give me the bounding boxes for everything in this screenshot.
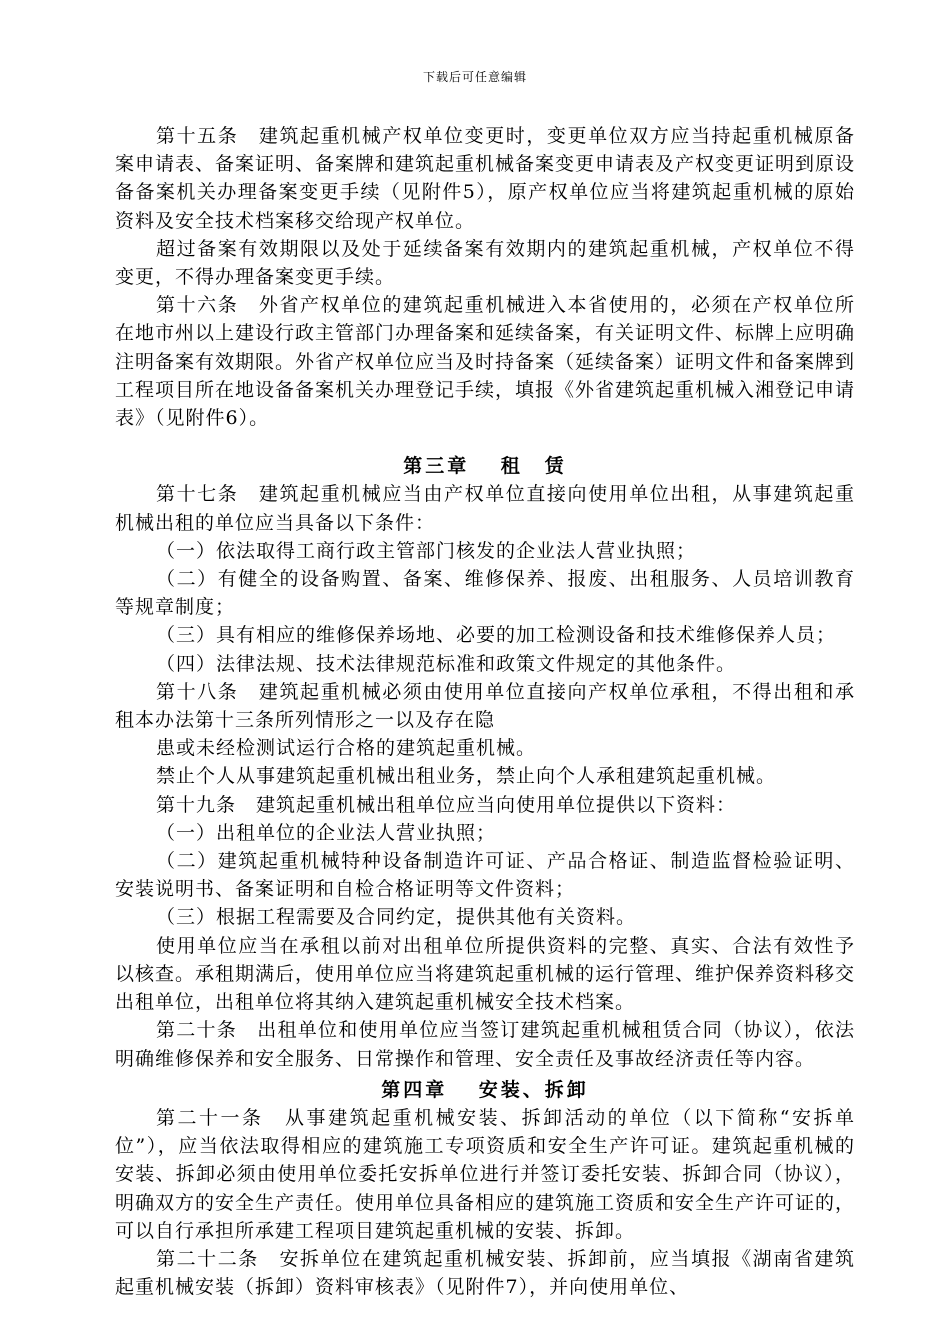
article-15: 第十五条 建筑起重机械产权单位变更时，变更单位双方应当持起重机械原备案申请表、备案证明、备案牌和建筑起重机械备案变更申请表及产权变更证明到原设备备案机关办理备案变更手续（见附件5），原产权单位应当将建筑起重机械的原始资料及安全技术档案移交给现产权单位。 xyxy=(115,125,856,232)
article-17-item-3: （三）具有相应的维修保养场地、必要的加工检测设备和技术维修保养人员； xyxy=(156,624,837,647)
chapter-4-heading: 第四章 安装、拆卸 xyxy=(381,1078,589,1101)
article-19-item-1: （一）出租单位的企业法人营业执照； xyxy=(156,821,497,844)
article-19-item-3: （三）根据工程需要及合同约定，提供其他有关资料。 xyxy=(156,906,637,929)
article-17-item-2: （二）有健全的设备购置、备案、维修保养、报废、出租服务、人员培训教育等规章制度； xyxy=(115,568,855,619)
page-header: 下载后可任意编辑 xyxy=(422,70,527,84)
article-17-item-4: （四）法律法规、技术法律规范标准和政策文件规定的其他条件。 xyxy=(156,652,737,675)
article-21: 第二十一条 从事建筑起重机械安装、拆卸活动的单位（以下简称“安拆单位”），应当依法取得相应的建筑施工专项资质和安全生产许可证。建筑起重机械的安装、拆卸必须由使用单位委托安拆单位进行并签订委托安装、拆卸合同（协议），明确双方的安全生产责任。使用单位具备相应的建筑施工资质和安全生产许可证的，可以自行承担所承建工程项目建筑起重机械的安装、拆卸。 xyxy=(115,1106,856,1242)
article-19-paragraph-2: 使用单位应当在承租以前对出租单位所提供资料的完整、真实、合法有效性予以核查。承租期满后，使用单位应当将建筑起重机械的运行管理、维护保养资料移交出租单位，出租单位将其纳入建筑起重机械安全技术档案。 xyxy=(115,934,856,1014)
article-17-item-1: （一）依法取得工商行政主管部门核发的企业法人营业执照； xyxy=(156,539,697,562)
article-18-continued: 患或未经检测试运行合格的建筑起重机械。 xyxy=(156,737,537,760)
article-18: 第十八条 建筑起重机械必须由使用单位直接向产权单位承租，不得出租和承租本办法第十三条所列情形之一以及存在隐 xyxy=(115,680,855,732)
article-22: 第二十二条 安拆单位在建筑起重机械安装、拆卸前，应当填报《湖南省建筑起重机械安装（拆卸）资料审核表》（见附件7），并向使用单位、 xyxy=(115,1247,855,1299)
chapter-3-heading: 第三章 租 赁 xyxy=(403,455,567,478)
article-17: 第十七条 建筑起重机械应当由产权单位直接向使用单位出租，从事建筑起重机械出租的单位应当具备以下条件： xyxy=(115,483,855,534)
article-16: 第十六条 外省产权单位的建筑起重机械进入本省使用的，必须在产权单位所在地市州以上建设行政主管部门办理备案和延续备案，有关证明文件、标牌上应明确注明备案有效期限。外省产权单位应当及时持备案（延续备案）证明文件和备案牌到工程项目所在地设备备案机关办理登记手续，填报《外省建筑起重机械入湘登记申请表》（见附件6）。 xyxy=(115,294,856,430)
article-20: 第二十条 出租单位和使用单位应当签订建筑起重机械租赁合同（协议），依法明确维修保养和安全服务、日常操作和管理、安全责任及事故经济责任等内容。 xyxy=(115,1019,855,1070)
article-18-paragraph-2: 禁止个人从事建筑起重机械出租业务，禁止向个人承租建筑起重机械。 xyxy=(156,765,777,788)
article-19: 第十九条 建筑起重机械出租单位应当向使用单位提供以下资料： xyxy=(156,793,737,816)
article-19-item-2: （二）建筑起重机械特种设备制造许可证、产品合格证、制造监督检验证明、安装说明书、备案证明和自检合格证明等文件资料； xyxy=(115,850,855,901)
document-body xyxy=(115,122,855,1301)
article-15-paragraph-2: 超过备案有效期限以及处于延续备案有效期内的建筑起重机械，产权单位不得变更，不得办理备案变更手续。 xyxy=(115,237,855,289)
